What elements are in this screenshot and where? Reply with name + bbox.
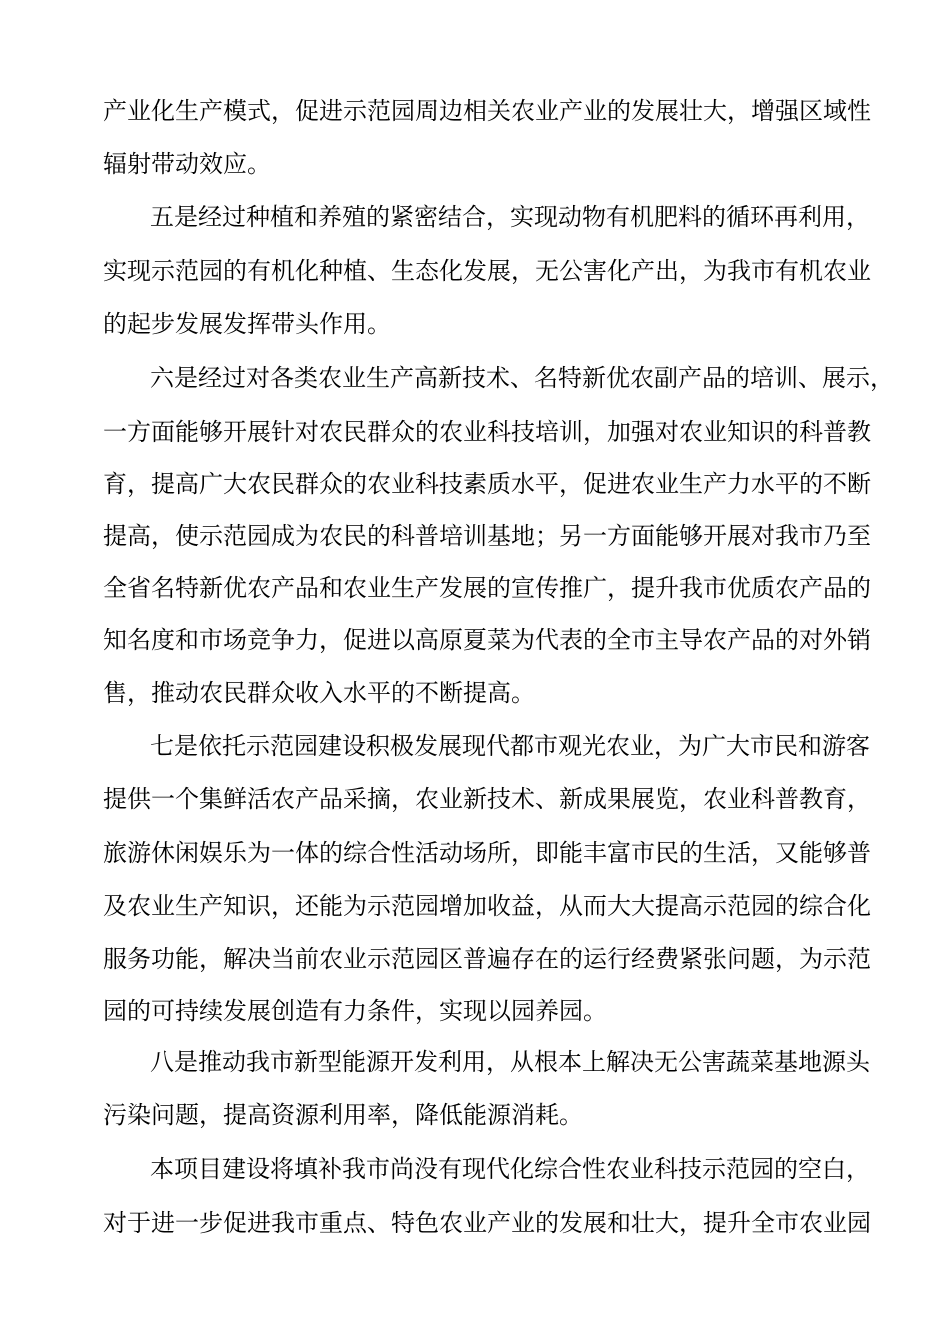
text-line: 一方面能够开展针对农民群众的农业科技培训，加强对农业知识的科普教 [103, 418, 871, 446]
paragraph-first-line: 六是经过对各类农业生产高新技术、名特新优农副产品的培训、展示， [150, 364, 894, 392]
text-line: 污染问题，提高资源利用率，降低能源消耗。 [103, 1101, 583, 1129]
paragraph-first-line: 五是经过种植和养殖的紧密结合，实现动物有机肥料的循环再利用， [150, 203, 870, 231]
text-line: 提高，使示范园成为农民的科普培训基地；另一方面能够开展对我市乃至 [103, 522, 871, 550]
text-line: 售，推动农民群众收入水平的不断提高。 [103, 679, 535, 707]
text-line: 对于进一步促进我市重点、特色农业产业的发展和壮大，提升全市农业园 [103, 1209, 871, 1237]
text-line: 全省名特新优农产品和农业生产发展的宣传推广，提升我市优质农产品的 [103, 574, 871, 602]
text-line: 辐射带动效应。 [103, 150, 271, 178]
text-line: 园的可持续发展创造有力条件，实现以园养园。 [103, 997, 607, 1025]
text-line: 产业化生产模式，促进示范园周边相关农业产业的发展壮大，增强区域性 [103, 97, 871, 125]
paragraph-first-line: 本项目建设将填补我市尚没有现代化综合性农业科技示范园的空白， [150, 1155, 870, 1183]
text-line: 旅游休闲娱乐为一体的综合性活动场所，即能丰富市民的生活，又能够普 [103, 839, 871, 867]
text-line: 及农业生产知识，还能为示范园增加收益，从而大大提高示范园的综合化 [103, 892, 871, 920]
text-line: 服务功能，解决当前农业示范园区普遍存在的运行经费紧张问题，为示范 [103, 945, 871, 973]
text-line: 知名度和市场竞争力，促进以高原夏菜为代表的全市主导农产品的对外销 [103, 626, 871, 654]
text-line: 实现示范园的有机化种植、生态化发展，无公害化产出，为我市有机农业 [103, 257, 871, 285]
text-line: 提供一个集鲜活农产品采摘，农业新技术、新成果展览，农业科普教育， [103, 785, 871, 813]
paragraph-first-line: 七是依托示范园建设积极发展现代都市观光农业，为广大市民和游客 [150, 732, 870, 760]
paragraph-first-line: 八是推动我市新型能源开发利用，从根本上解决无公害蔬菜基地源头 [150, 1048, 870, 1076]
text-line: 的起步发展发挥带头作用。 [103, 310, 391, 338]
text-line: 育，提高广大农民群众的农业科技素质水平，促进农业生产力水平的不断 [103, 470, 871, 498]
